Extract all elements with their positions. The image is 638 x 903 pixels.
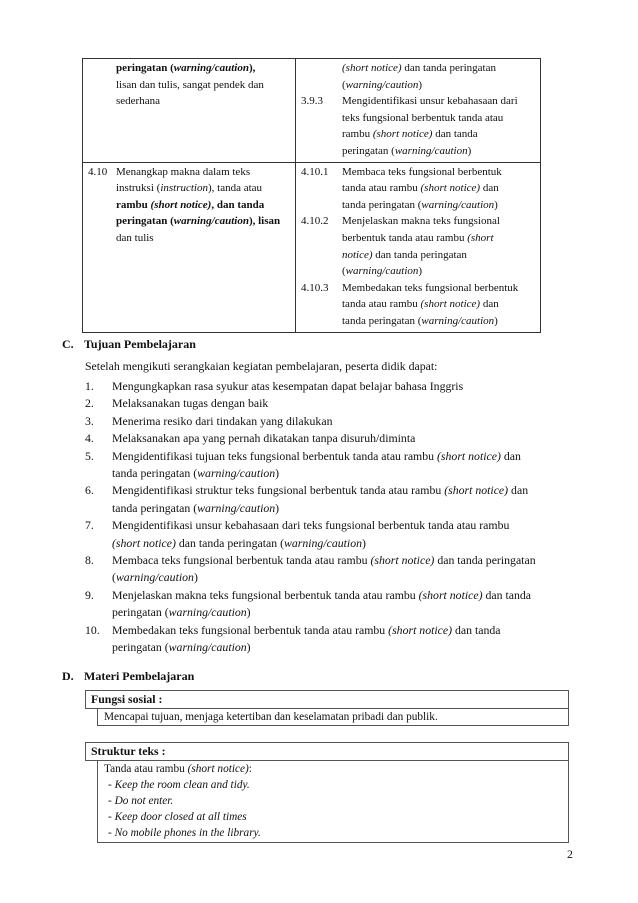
kd-text-line: rambu (short notice), dan tanda [116, 198, 265, 211]
list-text: tanda peringatan (warning/caution) [112, 500, 280, 515]
box-content [97, 709, 569, 726]
indicator-number: 3.9.3 [301, 95, 323, 108]
kd-text-line: dan tulis [116, 231, 154, 244]
indicator-text-line: berbentuk tanda atau rambu (short [342, 231, 494, 244]
kd-text-line: peringatan (warning/caution), lisan [116, 215, 281, 228]
list-text: (warning/caution) [112, 570, 198, 585]
example-sign: - No mobile phones in the library. [108, 827, 261, 839]
kd-text-line: sederhana [116, 95, 160, 108]
list-item [85, 378, 578, 395]
indicator-text-line: (warning/caution) [342, 265, 423, 278]
list-number: 3. [85, 413, 94, 428]
indicator-text-line: (short notice) dan tanda peringatan [342, 62, 496, 74]
struktur-teks-box [85, 742, 569, 843]
table-row [83, 162, 541, 332]
indicator-text: Mengidentifikasi unsur kebahasaan dari [342, 95, 518, 108]
list-number: 9. [85, 587, 94, 602]
list-item [85, 430, 578, 447]
list-text: peringatan (warning/caution) [112, 605, 251, 620]
list-item [85, 587, 578, 604]
list-number: 6. [85, 483, 94, 498]
list-item-continuation [85, 500, 578, 517]
kd-text-line: peringatan (warning/caution), [116, 62, 256, 74]
indicator-text-line: teks fungsional berbentuk tanda atau [342, 111, 504, 124]
list-number: 5. [85, 448, 94, 463]
indicator-item [301, 280, 534, 297]
list-text: Mengidentifikasi unsur kebahasaan dari teks fungsional berbentuk tanda atau rambu [112, 518, 510, 533]
indicator-text-line: tanda peringatan (warning/caution) [342, 314, 498, 327]
list-item [85, 517, 578, 534]
indicator-text-line: peringatan (warning/caution) [342, 144, 472, 157]
list-text: Menerima resiko dari tindakan yang dilakukan [112, 413, 333, 428]
learning-goals-list [85, 378, 578, 657]
indicator-number: 4.10.1 [301, 165, 329, 178]
list-number: 1. [85, 379, 94, 393]
box-label: Fungsi sosial : [85, 690, 569, 709]
box-text: Mencapai tujuan, menjaga ketertiban dan keselamatan pribadi dan publik. [104, 711, 438, 723]
list-item-continuation [85, 604, 578, 621]
kd-cell [83, 59, 296, 163]
list-item [85, 622, 578, 639]
list-text: Mengidentifikasi struktur teks fungsional berbentuk tanda atau rambu (short notice) dan [112, 483, 529, 498]
list-item-continuation [85, 465, 578, 482]
list-text: tanda peringatan (warning/caution) [112, 466, 280, 481]
example-sign: - Keep door closed at all times [108, 811, 247, 823]
list-text: Melaksanakan apa yang pernah dikatakan tanpa disuruh/diminta [112, 431, 416, 446]
list-number: 8. [85, 553, 94, 568]
indicator-text: Membaca teks fungsional berbentuk [342, 165, 502, 178]
indicator-number: 4.10.3 [301, 281, 329, 294]
indicator-text-line: (warning/caution) [342, 78, 423, 91]
kd-cell [83, 162, 296, 332]
kd-item [88, 164, 289, 181]
page-number: 2 [567, 847, 573, 861]
list-item [85, 448, 578, 465]
list-number: 7. [85, 518, 94, 533]
list-item [85, 482, 578, 499]
kd-text: Menangkap makna dalam teks [116, 165, 251, 178]
indicator-cell [296, 59, 541, 163]
list-number: 2. [85, 396, 94, 411]
fungsi-sosial-box [85, 690, 569, 726]
kd-text-line: instruksi (instruction), tanda atau [116, 182, 263, 195]
indicator-item [301, 93, 534, 110]
indicator-item [301, 164, 534, 181]
indicator-text-line: tanda atau rambu (short notice) dan [342, 182, 499, 195]
list-item [85, 413, 578, 430]
list-text: Mengungkapkan rasa syukur atas kesempatan dapat belajar bahasa Inggris [112, 379, 464, 393]
example-sign: - Keep the room clean and tidy. [108, 779, 250, 791]
list-text: Melaksanakan tugas dengan baik [112, 396, 269, 411]
section-letter: C. [62, 337, 74, 351]
list-item-continuation [85, 535, 578, 552]
indicator-number: 4.10.2 [301, 215, 329, 228]
list-text: peringatan (warning/caution) [112, 640, 251, 655]
list-item-continuation [85, 569, 578, 586]
section-title: Materi Pembelajaran [84, 669, 195, 683]
indicator-text-line: tanda atau rambu (short notice) dan [342, 298, 499, 311]
indicator-text: Membedakan teks fungsional berbentuk [342, 281, 519, 294]
kd-number: 4.10 [88, 165, 108, 178]
box-label: Struktur teks : [85, 742, 569, 761]
section-c-intro: Setelah mengikuti serangkaian kegiatan pembelajaran, peserta didik dapat: [85, 359, 438, 373]
list-text: Menjelaskan makna teks fungsional berbentuk tanda atau rambu (short notice) dan tanda [112, 587, 532, 602]
box-content [97, 761, 569, 843]
list-text: Membedakan teks fungsional berbentuk tanda atau rambu (short notice) dan tanda [112, 622, 501, 637]
list-number: 4. [85, 431, 94, 446]
section-c-heading [62, 336, 196, 353]
indicator-text: Menjelaskan makna teks fungsional [342, 215, 500, 228]
list-text: Mengidentifikasi tujuan teks fungsional berbentuk tanda atau rambu (short notice) dan [112, 448, 521, 463]
indicator-text-line: rambu (short notice) dan tanda [342, 128, 478, 141]
section-d-heading [62, 668, 194, 685]
indicator-cell [296, 162, 541, 332]
list-item [85, 552, 578, 569]
list-number: 10. [85, 622, 100, 637]
section-letter: D. [62, 669, 74, 683]
indicator-text-line: tanda peringatan (warning/caution) [342, 198, 498, 211]
indicator-text-line: notice) dan tanda peringatan [342, 248, 467, 261]
list-item-continuation [85, 639, 578, 656]
example-sign: - Do not enter. [108, 795, 174, 807]
list-text: (short notice) dan tanda peringatan (warning/caution) [112, 535, 366, 550]
box-intro: Tanda atau rambu (short notice): [104, 763, 252, 775]
kd-text-line: lisan dan tulis, sangat pendek dan [116, 78, 264, 91]
kd-indicator-table [82, 58, 541, 333]
list-text: Membaca teks fungsional berbentuk tanda atau rambu (short notice) dan tanda peringatan [112, 553, 536, 568]
list-item [85, 395, 578, 412]
table-row [83, 59, 541, 163]
indicator-item [301, 213, 534, 230]
section-title: Tujuan Pembelajaran [84, 337, 196, 351]
